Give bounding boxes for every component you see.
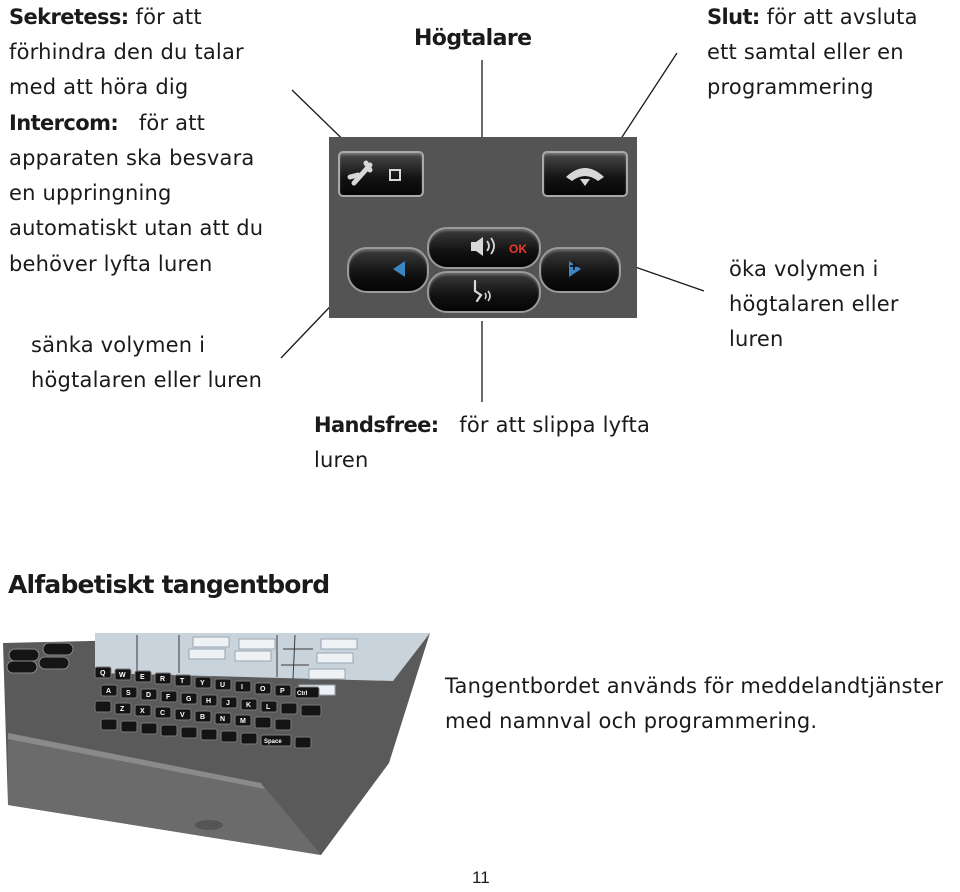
- end-call-key[interactable]: [542, 151, 628, 197]
- slut-line-1: Slut: för att avsluta: [707, 5, 918, 29]
- handsfree-key[interactable]: [427, 271, 541, 313]
- sekretess-line-2: förhindra den du talar: [9, 40, 244, 64]
- key-label-s: S: [126, 690, 131, 697]
- volume-down-line-1: sänka volymen i: [31, 333, 206, 357]
- intercom-line-4: automatiskt utan att du: [9, 216, 264, 240]
- key-label-g: G: [186, 696, 192, 703]
- sekretess-line-1: Sekretess: för att: [9, 5, 202, 29]
- keyboard-description-line-1: Tangentbordet används för meddelandtjänster: [445, 674, 944, 698]
- key-label-u: U: [220, 682, 226, 689]
- handsfree-icon: [475, 281, 490, 301]
- key-label-b: B: [200, 714, 206, 721]
- key-label-q: Q: [100, 670, 106, 677]
- key-label-v: V: [180, 712, 185, 719]
- speaker-ok-key[interactable]: [427, 227, 541, 269]
- phone-control-panel: [329, 137, 637, 318]
- key-label-x: X: [140, 708, 145, 715]
- slut-line-2: ett samtal eller en: [707, 40, 904, 64]
- volume-up-key[interactable]: [539, 247, 621, 293]
- key-label-j: J: [226, 700, 230, 707]
- key-label-l: L: [266, 704, 271, 711]
- page-number: 11: [472, 868, 490, 887]
- key-label-p: P: [280, 688, 285, 695]
- handsfree-label: Handsfree:: [314, 413, 439, 437]
- intercom-label: Intercom:: [9, 111, 119, 135]
- key-label-t: T: [180, 678, 185, 685]
- handsfree-line-1: Handsfree: för att slippa lyfta: [314, 413, 651, 437]
- key-label-c: C: [160, 710, 166, 717]
- key-label-z: Z: [120, 706, 125, 713]
- speaker-label: Högtalare: [414, 26, 532, 51]
- flap-notch: [195, 820, 223, 830]
- key-label-w: W: [119, 672, 126, 679]
- sekretess-label: Sekretess:: [9, 5, 129, 29]
- handsfree-line-2: luren: [314, 448, 369, 472]
- key-label-d: D: [146, 692, 152, 699]
- key-label-e: E: [140, 674, 145, 681]
- volume-down-line-2: högtalaren eller luren: [31, 368, 263, 392]
- alphabetic-keyboard-illustration: [3, 633, 430, 855]
- key-label-a: A: [106, 688, 112, 695]
- secrecy-intercom-key[interactable]: [338, 151, 424, 197]
- key-label-space: Space: [264, 739, 282, 745]
- key-label-k: K: [246, 702, 252, 709]
- intercom-line-1: Intercom: för att: [9, 111, 206, 135]
- key-label-m: M: [240, 718, 246, 725]
- key-label-y: Y: [200, 680, 205, 687]
- intercom-line-2: apparaten ska besvara: [9, 146, 255, 170]
- key-label-h: H: [206, 698, 212, 705]
- keyboard-description-line-2: med namnval och programmering.: [445, 709, 818, 733]
- square-indicator-icon: [390, 170, 400, 180]
- volume-down-arrow-icon: [393, 261, 405, 277]
- volume-up-arrow-icon: [569, 261, 581, 277]
- key-label-i: I: [241, 684, 243, 691]
- volume-up-line-2: högtalaren eller: [729, 292, 899, 316]
- key-label-o: O: [260, 686, 266, 693]
- keyboard-heading: Alfabetiskt tangentbord: [8, 570, 330, 599]
- key-label-f: F: [166, 694, 171, 701]
- key-label-ctrl: Ctrl: [297, 691, 308, 697]
- intercom-line-3: en uppringning: [9, 181, 172, 205]
- key-label-n: N: [220, 716, 226, 723]
- slut-label: Slut:: [707, 5, 760, 29]
- slut-line-3: programmering: [707, 75, 874, 99]
- volume-up-line-1: öka volymen i: [729, 257, 879, 281]
- speaker-icon: [471, 237, 494, 256]
- volume-up-line-3: luren: [729, 327, 784, 351]
- handset-lift-icon: [350, 163, 370, 183]
- volume-down-key[interactable]: [347, 247, 429, 293]
- ok-label: OK: [509, 242, 527, 256]
- hang-up-icon: [566, 168, 604, 186]
- intercom-line-5: behöver lyfta luren: [9, 252, 213, 276]
- sekretess-line-3: med att höra dig: [9, 75, 189, 99]
- key-label-r: R: [160, 676, 166, 683]
